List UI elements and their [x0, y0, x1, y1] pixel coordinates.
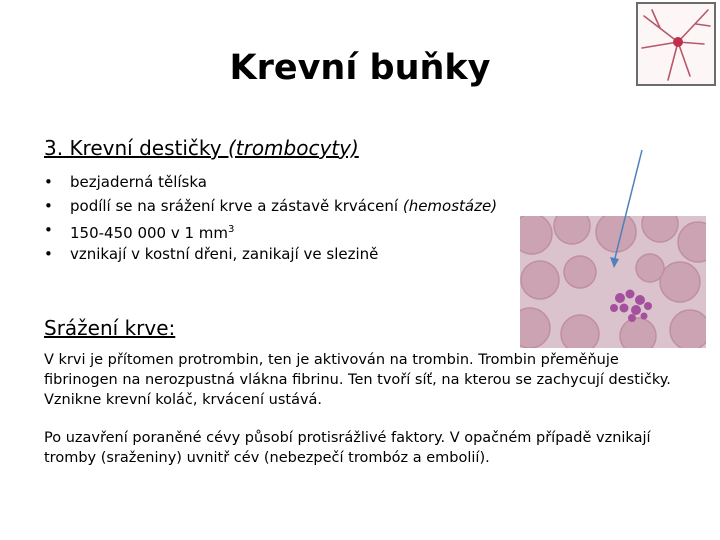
bullet-text: 150-450 000 v 1 mm	[70, 224, 229, 242]
bullet-superscript: 3	[228, 224, 235, 235]
section-heading-italic: (trombocyty)	[227, 136, 359, 160]
bullet-text: vznikají v kostní dřeni, zanikají ve slezině	[70, 245, 379, 263]
slide-title: Krevní buňky	[229, 48, 491, 88]
subheading: Srážení krve:	[44, 316, 176, 340]
paragraph: V krvi je přítomen protrombin, ten je aktivován na trombin. Trombin přeměňuje fibrinogen na nerozpustná vlákna fibrinu. Ten tvoří síť, na kterou se zachycují destičky. Vznikne krevní koláč, krvácení ustává.	[44, 352, 671, 408]
section-heading-main: 3. Krevní destičky	[44, 136, 228, 160]
bullet-text: podílí se na srážení krve a zástavě krvácení	[70, 197, 403, 215]
paragraph: Po uzavření poraněné cévy působí protisrážlivé faktory. V opačném případě vznikají tromby (sraženiny) uvnitř cév (nebezpečí trombóz a embolií).	[44, 430, 651, 466]
bullet-text: bezjaderná tělíska	[70, 173, 207, 191]
bullet-italic: (hemostáze)	[402, 197, 498, 215]
